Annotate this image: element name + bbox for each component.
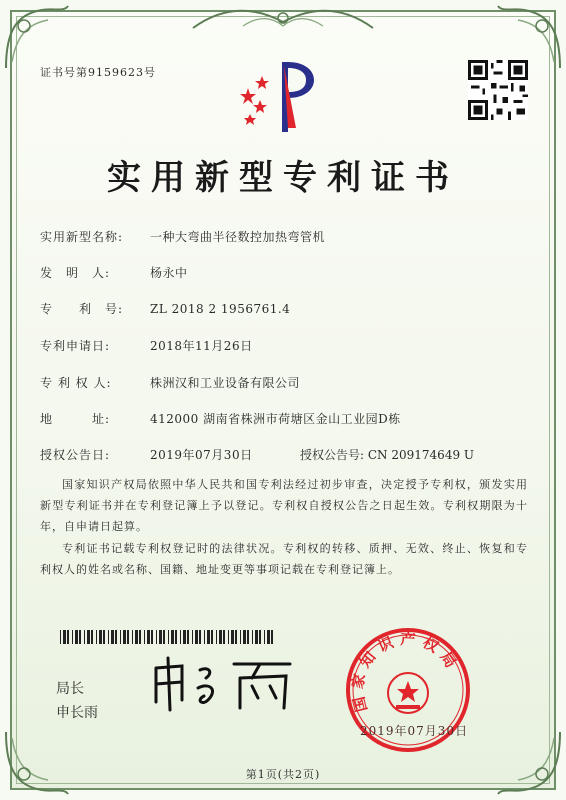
certificate-title: 实用新型专利证书 xyxy=(107,158,459,198)
field-publication-date xyxy=(40,446,253,463)
field-value: CN 209174649 U xyxy=(367,448,475,462)
field-inventor xyxy=(40,264,188,281)
signatory-title: 局长 xyxy=(56,681,84,697)
declaration-paragraph: 国家知识产权局依照中华人民共和国专利法经过初步审查，决定授予专利权，颁发实用新型专利证书并在专利登记簿上予以登记。专利权自授权公告之日起生效。专利权期限为十年，自申请日起算。 xyxy=(40,478,528,533)
corner-ornament-icon xyxy=(2,2,72,72)
patent-emblem-icon xyxy=(238,58,328,136)
field-value: 一种大弯曲半径数控加热弯管机 xyxy=(150,230,326,244)
corner-ornament-icon xyxy=(494,728,564,798)
field-value: 株洲汉和工业设备有限公司 xyxy=(150,376,301,390)
barcode-icon xyxy=(60,630,275,644)
field-label: 实用新型名称: xyxy=(40,230,124,244)
page-number: 第1页(共2页) xyxy=(245,768,321,781)
seal-date: 2019年07月30日 xyxy=(360,724,469,738)
field-label: 专 利 号: xyxy=(40,302,124,316)
field-application-date xyxy=(40,337,253,354)
field-patentee xyxy=(40,374,300,391)
field-label: 授权公告号: xyxy=(300,448,365,462)
field-value: 412000 湖南省株洲市荷塘区金山工业园D栋 xyxy=(150,412,401,426)
field-label: 授权公告日: xyxy=(40,448,111,462)
field-label: 专 利 权 人: xyxy=(40,376,112,390)
field-label: 地 址: xyxy=(40,412,111,426)
field-value: 2019年07月30日 xyxy=(150,448,253,462)
signatory-name: 申长雨 xyxy=(56,705,98,721)
field-value: ZL 2018 2 1956761.4 xyxy=(150,302,291,316)
handwritten-signature-icon xyxy=(148,656,298,712)
field-publication-number xyxy=(300,446,474,463)
field-label: 专利申请日: xyxy=(40,339,111,353)
field-utility-model-name xyxy=(40,228,325,245)
legal-status-paragraph: 专利证书记载专利权登记时的法律状况。专利权的转移、质押、无效、终止、恢复和专利权人的姓名或名称、国籍、地址变更等事项记载在专利登记簿上。 xyxy=(40,542,528,576)
field-label: 发 明 人: xyxy=(40,266,111,280)
certificate-number: 证书号第9159623号 xyxy=(40,66,156,79)
qr-code-icon xyxy=(468,60,528,120)
field-value: 杨永中 xyxy=(150,266,188,280)
top-ornament-icon xyxy=(183,4,383,34)
field-patent-number xyxy=(40,300,290,317)
seal-text: 国家知识产权局 xyxy=(348,629,464,714)
corner-ornament-icon xyxy=(2,728,72,798)
field-address xyxy=(40,410,401,427)
field-value: 2018年11月26日 xyxy=(150,339,253,353)
